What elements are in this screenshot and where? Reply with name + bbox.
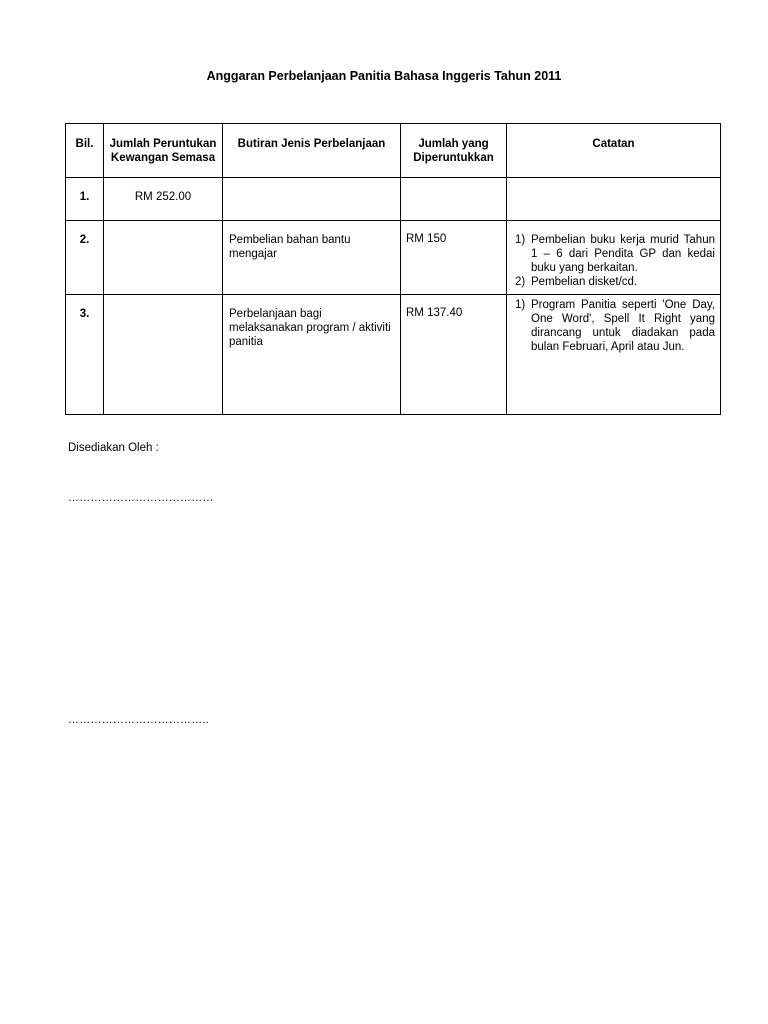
- budget-table: [65, 123, 721, 415]
- row-amount: RM 137.40: [401, 295, 507, 415]
- header-catatan: Catatan: [507, 124, 721, 178]
- signature-line: …………………………………: [68, 492, 214, 504]
- header-butiran: Butiran Jenis Perbelanjaan: [223, 124, 401, 178]
- notes-list: [515, 233, 715, 289]
- document-title: Anggaran Perbelanjaan Panitia Bahasa Inggeris Tahun 2011: [206, 69, 562, 83]
- row-number: 2.: [66, 221, 104, 295]
- note-text: Pembelian buku kerja murid Tahun 1 – 6 dari Pendita GP dan kedai buku yang berkaitan.: [531, 234, 715, 274]
- note-text: Pembelian disket/cd.: [531, 276, 638, 288]
- row-description: [223, 178, 401, 221]
- row-notes: [507, 221, 721, 295]
- note-item: [515, 275, 715, 289]
- row-allocation: [104, 221, 223, 295]
- row-allocation: RM 252.00: [104, 178, 223, 221]
- header-jumlah-diperuntukkan: Jumlah yang Diperuntukkan: [401, 124, 507, 178]
- table-header-row: [66, 124, 721, 178]
- note-number: 1): [515, 234, 526, 246]
- note-item: [515, 298, 715, 354]
- header-jumlah-peruntukan: Jumlah Peruntukan Kewangan Semasa: [104, 124, 223, 178]
- row-number: 1.: [66, 178, 104, 221]
- table-row: [66, 295, 721, 415]
- row-number: 3.: [66, 295, 104, 415]
- table-row: [66, 178, 721, 221]
- row-amount: RM 150: [401, 221, 507, 295]
- note-number: 2): [515, 276, 526, 288]
- prepared-by-label: Disediakan Oleh :: [68, 442, 159, 454]
- note-number: 1): [515, 299, 526, 311]
- notes-list: [515, 298, 715, 354]
- header-bil: Bil.: [66, 124, 104, 178]
- row-amount: [401, 178, 507, 221]
- table-row: [66, 221, 721, 295]
- row-allocation: [104, 295, 223, 415]
- row-description: Perbelanjaan bagi melaksanakan program / aktiviti panitia: [223, 295, 401, 415]
- row-notes: [507, 295, 721, 415]
- row-description: Pembelian bahan bantu mengajar: [223, 221, 401, 295]
- row-notes: [507, 178, 721, 221]
- note-item: [515, 233, 715, 275]
- signature-line-secondary: ………………………………..: [68, 714, 209, 726]
- note-text: Program Panitia seperti 'One Day, One Word', Spell It Right yang dirancang untuk diadakan pada bulan Februari, April atau Jun.: [531, 299, 715, 353]
